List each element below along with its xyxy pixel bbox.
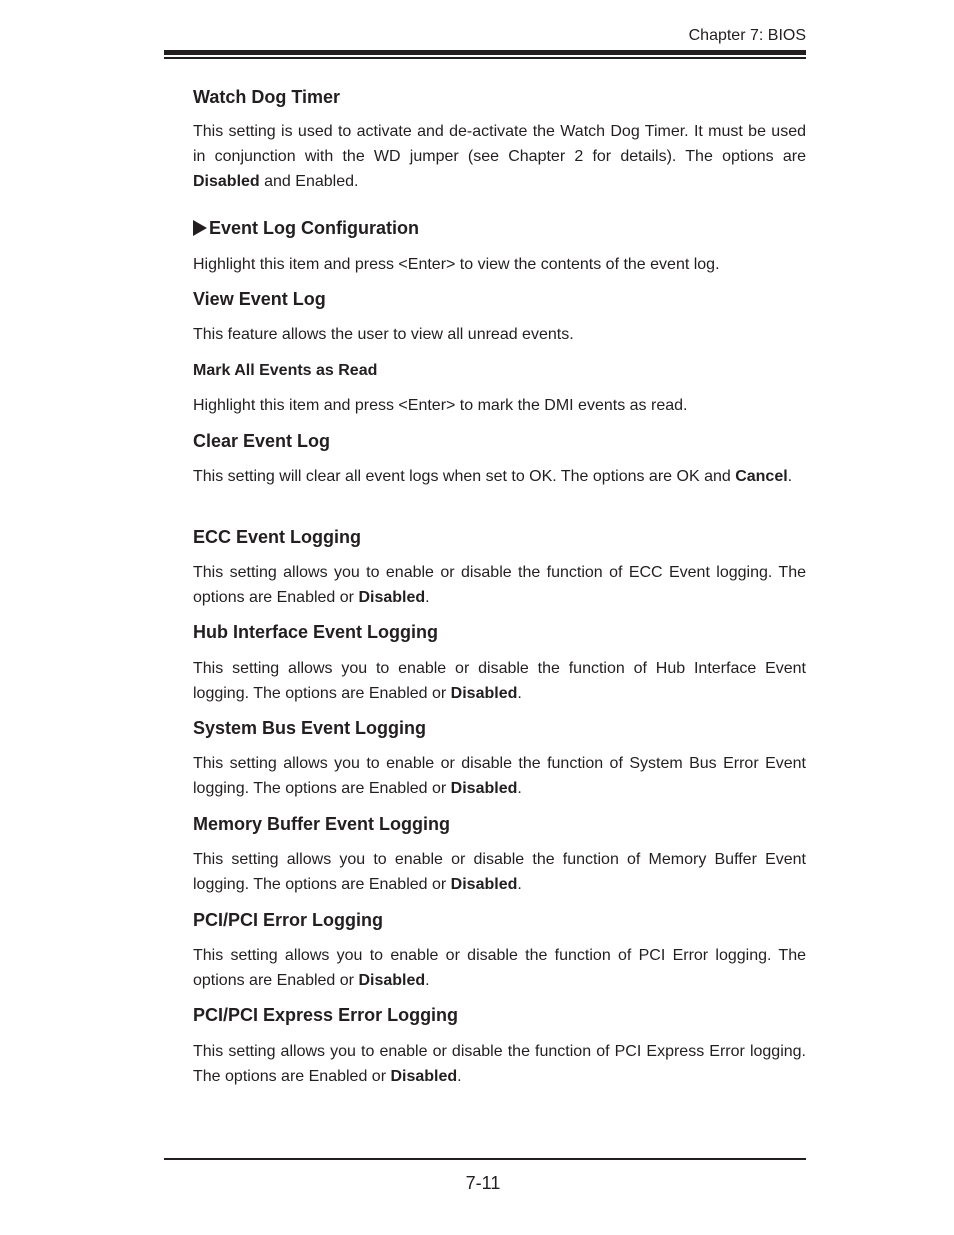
paragraph-view-event-log: This feature allows the user to view all unread events. xyxy=(193,326,574,343)
footer-rule xyxy=(164,1158,806,1160)
header-rule-thick xyxy=(164,50,806,55)
heading-mark-all-events: Mark All Events as Read xyxy=(193,362,378,379)
default-option: Disabled xyxy=(450,876,518,893)
heading-hub-interface-event-logging: Hub Interface Event Logging xyxy=(193,622,439,642)
default-option: Disabled xyxy=(358,972,426,989)
submenu-arrow-icon xyxy=(193,220,207,236)
paragraph-memory-buffer-event-logging: This setting allows you to enable or disable the function of Memory Buffer Event logging. The options are Enabled or Disabled. xyxy=(193,851,806,893)
heading-memory-buffer-event-logging: Memory Buffer Event Logging xyxy=(193,814,451,834)
header-rule-thin xyxy=(164,57,806,59)
default-option: Disabled xyxy=(358,589,426,606)
heading-clear-event-log: Clear Event Log xyxy=(193,431,331,451)
paragraph-event-log-configuration: Highlight this item and press <Enter> to view the contents of the event log. xyxy=(193,256,720,273)
default-option: Disabled xyxy=(193,173,260,190)
paragraph-pci-express-error-logging: This setting allows you to enable or disable the function of PCI Express Error logging. The options are Enabled or Disabled. xyxy=(193,1043,806,1085)
heading-event-log-configuration: Event Log Configuration xyxy=(193,217,806,239)
heading-ecc-event-logging: ECC Event Logging xyxy=(193,527,361,547)
heading-view-event-log: View Event Log xyxy=(193,289,326,309)
paragraph-pci-error-logging: This setting allows you to enable or disable the function of PCI Error logging. The options are Enabled or Disabled. xyxy=(193,947,806,989)
default-option: Disabled xyxy=(390,1068,458,1085)
heading-watch-dog-timer: Watch Dog Timer xyxy=(193,87,341,107)
heading-pci-error-logging: PCI/PCI Error Logging xyxy=(193,910,384,930)
default-option: Disabled xyxy=(450,780,518,797)
heading-system-bus-event-logging: System Bus Event Logging xyxy=(193,718,427,738)
page-number: 7-11 xyxy=(465,1173,501,1193)
paragraph-clear-event-log: This setting will clear all event logs when set to OK. The options are OK and Cancel. xyxy=(193,468,793,485)
paragraph-ecc-event-logging: This setting allows you to enable or disable the function of ECC Event logging. The options are Enabled or Disabled. xyxy=(193,564,806,606)
paragraph-system-bus-event-logging: This setting allows you to enable or disable the function of System Bus Error Event logging. The options are Enabled or Disabled. xyxy=(193,755,806,797)
default-option: Disabled xyxy=(450,685,518,702)
paragraph-hub-interface-event-logging: This setting allows you to enable or disable the function of Hub Interface Event logging. The options are Enabled or Disabled. xyxy=(193,660,806,702)
paragraph-mark-all-events: Highlight this item and press <Enter> to mark the DMI events as read. xyxy=(193,397,688,414)
default-option: Cancel xyxy=(735,468,788,485)
paragraph-watch-dog-timer: This setting is used to activate and de-activate the Watch Dog Timer. It must be used in conjunction with the WD jumper (see Chapter 2 for details). The options are Disabled and Enabled. xyxy=(193,123,806,190)
running-header: Chapter 7: BIOS xyxy=(688,27,806,44)
heading-pci-express-error-logging: PCI/PCI Express Error Logging xyxy=(193,1005,459,1025)
